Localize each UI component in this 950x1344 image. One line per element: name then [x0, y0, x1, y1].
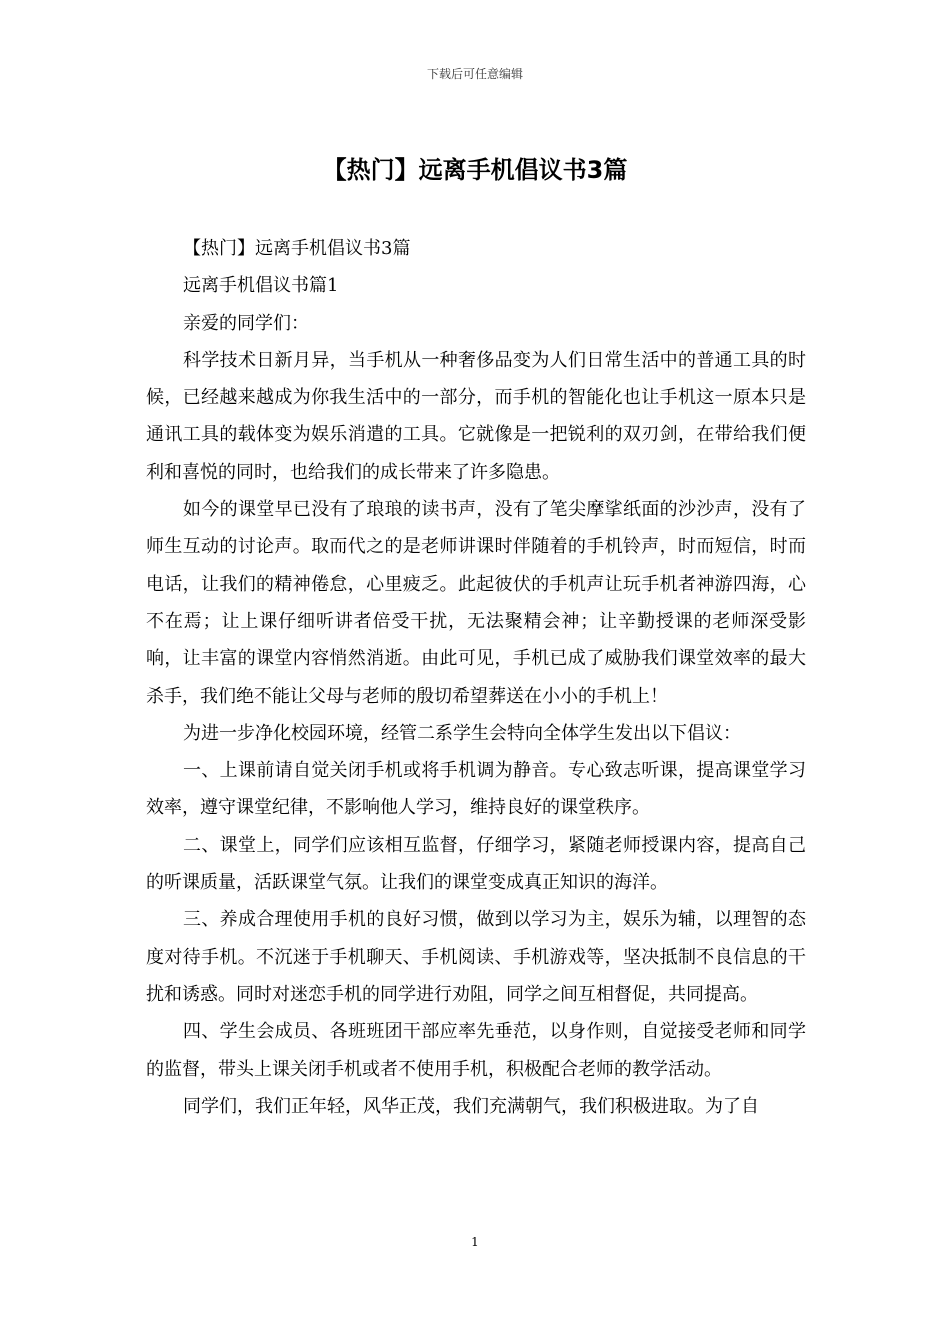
paragraph-proposal-3: 三、养成合理使用手机的良好习惯，做到以学习为主，娱乐为辅，以理智的态度对待手机。不沉迷于手机聊天、手机阅读、手机游戏等，坚决抵制不良信息的干扰和诱惑。同时对迷恋手机的同学进行劝阻，同学之间互相督促，共同提高。	[146, 909, 806, 1005]
paragraph-subtitle: 【热门】远离手机倡议书3篇	[183, 238, 411, 259]
paragraph: 同学们，我们正年轻，风华正茂，我们充满朝气，我们积极进取。为了自	[183, 1095, 759, 1117]
paragraph-salutation: 亲爱的同学们：	[183, 312, 309, 334]
document-body	[146, 230, 806, 1125]
document-title: 【热门】远离手机倡议书3篇	[322, 156, 628, 184]
paragraph: 为进一步净化校园环境，经管二系学生会特向全体学生发出以下倡议：	[183, 722, 741, 744]
page-header: 下载后可任意编辑	[426, 67, 523, 81]
paragraph-section-heading: 远离手机倡议书篇1	[183, 275, 339, 297]
page-number: 1	[471, 1235, 479, 1249]
paragraph-proposal-2: 二、课堂上，同学们应该相互监督，仔细学习，紧随老师授课内容，提高自己的听课质量，活跃课堂气氛。让我们的课堂变成真正知识的海洋。	[146, 834, 806, 894]
paragraph-proposal-4: 四、学生会成员、各班班团干部应率先垂范，以身作则，自觉接受老师和同学的监督，带头上课关闭手机或者不使用手机，积极配合老师的教学活动。	[146, 1021, 806, 1080]
paragraph: 科学技术日新月异，当手机从一种奢侈品变为人们日常生活中的普通工具的时候，已经越来越成为你我生活中的一部分，而手机的智能化也让手机这一原本只是通讯工具的载体变为娱乐消遣的工具。它就像是一把锐利的双刃剑，在带给我们便利和喜悦的同时，也给我们的成长带来了许多隐患。	[146, 349, 806, 483]
paragraph: 如今的课堂早已没有了琅琅的读书声，没有了笔尖摩挲纸面的沙沙声，没有了师生互动的讨论声。取而代之的是老师讲课时伴随着的手机铃声，时而短信，时而电话，让我们的精神倦怠，心里疲乏。此起彼伏的手机声让玩手机者神游四海，心不在焉；让上课仔细听讲者倍受干扰，无法聚精会神；让辛勤授课的老师深受影响，让丰富的课堂内容悄然消逝。由此可见，手机已成了威胁我们课堂效率的最大杀手，我们绝不能让父母与老师的殷切希望葬送在小小的手机上！	[146, 499, 806, 707]
paragraph-proposal-1: 一、上课前请自觉关闭手机或将手机调为静音。专心致志听课，提高课堂学习效率，遵守课堂纪律，不影响他人学习，维持良好的课堂秩序。	[146, 760, 806, 819]
